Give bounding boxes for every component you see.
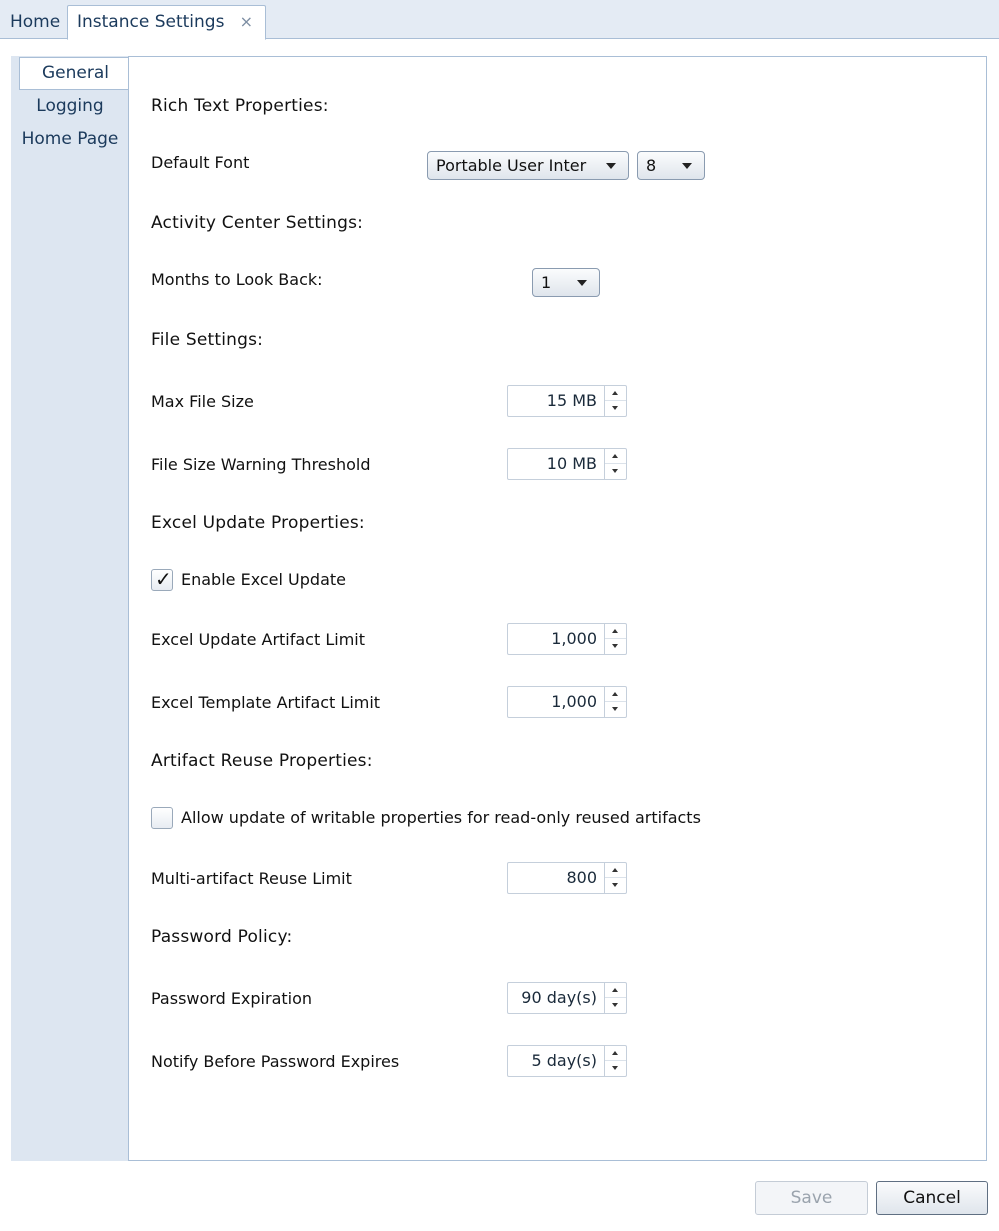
nav-item-home-page[interactable]: Home Page — [21, 129, 119, 149]
font-size-select[interactable] — [637, 151, 705, 180]
multi-artifact-limit-label: Multi-artifact Reuse Limit — [151, 869, 352, 888]
checkmark-icon: ✓ — [155, 567, 172, 591]
cancel-button[interactable]: Cancel — [876, 1181, 988, 1215]
months-look-back-value: 1 — [541, 273, 552, 292]
file-settings-heading: File Settings: — [151, 330, 264, 350]
excel-template-limit-value[interactable]: 1,000 — [551, 692, 597, 711]
tab-instance-settings[interactable] — [67, 5, 266, 40]
excel-template-limit-label: Excel Template Artifact Limit — [151, 693, 381, 712]
months-look-back-select[interactable] — [532, 268, 600, 297]
font-family-value: Portable User Inter — [436, 156, 587, 175]
multi-artifact-limit-value[interactable]: 800 — [566, 868, 597, 887]
excel-update-heading: Excel Update Properties: — [151, 513, 365, 533]
stepper-buttons — [604, 1046, 626, 1076]
nav-item-logging[interactable]: Logging — [36, 96, 104, 116]
tab-strip — [0, 0, 999, 39]
file-size-warning-label: File Size Warning Threshold — [151, 455, 371, 474]
artifact-reuse-heading: Artifact Reuse Properties: — [151, 751, 373, 771]
decrement-icon[interactable] — [605, 878, 626, 893]
excel-template-limit-stepper[interactable] — [507, 686, 627, 718]
close-icon[interactable]: × — [239, 12, 253, 31]
allow-update-label: Allow update of writable properties for read-only reused artifacts — [181, 808, 701, 827]
excel-update-limit-stepper[interactable] — [507, 623, 627, 655]
nav-item-general[interactable]: General — [19, 57, 131, 90]
notify-before-expires-label: Notify Before Password Expires — [151, 1052, 400, 1071]
notify-before-expires-stepper[interactable] — [507, 1045, 627, 1077]
default-font-label: Default Font — [151, 153, 250, 172]
chevron-down-icon — [606, 163, 616, 169]
excel-update-limit-label: Excel Update Artifact Limit — [151, 630, 365, 649]
allow-update-checkbox[interactable] — [151, 807, 173, 829]
increment-icon[interactable] — [605, 386, 626, 401]
settings-nav — [11, 56, 129, 1161]
general-settings-panel — [128, 56, 987, 1161]
increment-icon[interactable] — [605, 624, 626, 639]
max-file-size-label: Max File Size — [151, 392, 254, 411]
file-size-warning-stepper[interactable] — [507, 448, 627, 480]
enable-excel-update-checkbox[interactable] — [151, 569, 173, 591]
stepper-buttons — [604, 687, 626, 717]
font-family-select[interactable] — [427, 151, 629, 180]
password-policy-heading: Password Policy: — [151, 927, 293, 947]
stepper-buttons — [604, 624, 626, 654]
increment-icon[interactable] — [605, 687, 626, 702]
activity-center-heading: Activity Center Settings: — [151, 213, 364, 233]
tab-instance-settings-label: Instance Settings — [77, 12, 225, 32]
file-size-warning-value[interactable]: 10 MB — [546, 454, 597, 473]
increment-icon[interactable] — [605, 983, 626, 998]
decrement-icon[interactable] — [605, 401, 626, 416]
stepper-buttons — [604, 863, 626, 893]
tab-home[interactable]: Home — [10, 12, 61, 32]
months-look-back-label: Months to Look Back: — [151, 270, 323, 289]
decrement-icon[interactable] — [605, 639, 626, 654]
password-expiration-value[interactable]: 90 day(s) — [521, 988, 597, 1007]
stepper-buttons — [604, 983, 626, 1013]
notify-before-expires-value[interactable]: 5 day(s) — [531, 1051, 597, 1070]
excel-update-limit-value[interactable]: 1,000 — [551, 629, 597, 648]
rich-text-heading: Rich Text Properties: — [151, 96, 329, 116]
enable-excel-update-label: Enable Excel Update — [181, 570, 346, 589]
max-file-size-value[interactable]: 15 MB — [546, 391, 597, 410]
font-size-value: 8 — [646, 156, 657, 175]
decrement-icon[interactable] — [605, 998, 626, 1013]
decrement-icon[interactable] — [605, 702, 626, 717]
max-file-size-stepper[interactable] — [507, 385, 627, 417]
increment-icon[interactable] — [605, 863, 626, 878]
stepper-buttons — [604, 449, 626, 479]
increment-icon[interactable] — [605, 1046, 626, 1061]
password-expiration-stepper[interactable] — [507, 982, 627, 1014]
password-expiration-label: Password Expiration — [151, 989, 313, 1008]
decrement-icon[interactable] — [605, 1061, 626, 1076]
multi-artifact-limit-stepper[interactable] — [507, 862, 627, 894]
decrement-icon[interactable] — [605, 464, 626, 479]
chevron-down-icon — [577, 280, 587, 286]
increment-icon[interactable] — [605, 449, 626, 464]
save-button[interactable]: Save — [755, 1181, 868, 1215]
chevron-down-icon — [682, 163, 692, 169]
stepper-buttons — [604, 386, 626, 416]
